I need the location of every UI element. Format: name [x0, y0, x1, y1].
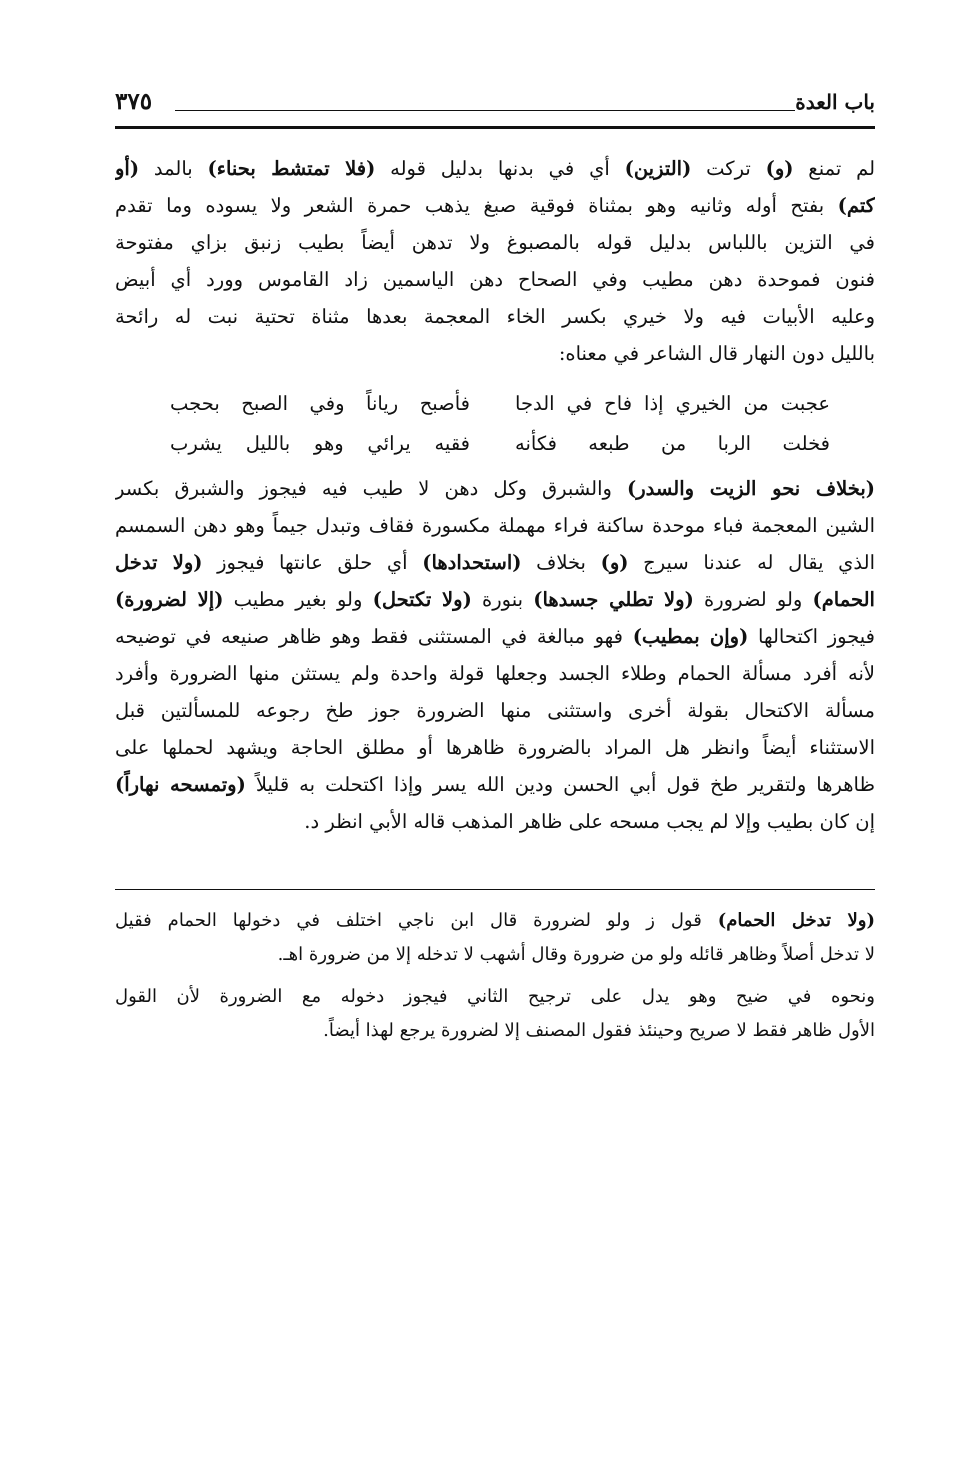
- paragraph-2: [115, 470, 875, 840]
- text-run: إن كان بطيب وإلا لم يجب مسحه على ظاهر المذهب قاله الأبي انظر د.: [304, 810, 875, 833]
- text-run: فهو مبالغة في المستثنى فقط وهو ظاهر صنيعه في توضيحه: [115, 625, 633, 648]
- text-line: [115, 150, 875, 187]
- text-run: ولو بغير مطيب: [223, 588, 373, 611]
- text-line: [115, 618, 875, 655]
- text-run: الأول ظاهر فقط لا صريح وحينئذ فقول المصنف إلا لضرورة يرجع لهذا أيضاً.: [323, 1020, 875, 1041]
- text-line: [115, 224, 875, 261]
- text-run: أي حلق عانتها فيجوز: [202, 551, 423, 574]
- text-run: بنورة: [471, 588, 534, 611]
- text-run: ونحوه في ضيح وهو يدل على ترجيح الثاني فيجوز دخوله مع الضرورة لأن القول: [115, 986, 875, 1007]
- footnotes: [115, 904, 875, 1048]
- bold-phrase: (و): [600, 551, 629, 574]
- bold-phrase: (إلا لضرورة): [115, 588, 224, 611]
- text-run: فنون فموحدة دهن مطيب وفي الصحاح دهن الياسمين زاد القاموس وورد أي أبيض: [115, 268, 875, 291]
- bold-phrase: (و): [765, 157, 794, 180]
- bold-phrase: (ولا تدخل الحمام): [717, 910, 875, 931]
- text-run: لا تدخل أصلاً وظاهر قائله ولو من ضرورة وقال أشهب لا تدخله إلا من ضرورة اهـ.: [277, 944, 875, 965]
- chapter-title: باب العدة: [795, 90, 875, 114]
- bold-phrase: (أو: [115, 157, 140, 180]
- text-run: أي في بدنها بدليل قوله: [375, 157, 625, 180]
- text-line: [115, 904, 875, 938]
- text-run: في التزين باللباس بدليل قوله بالمصبوغ ولا تدهن أيضاً بطيب زنبق بزاي مفتوحة: [115, 231, 875, 254]
- verse-first-hemistich: فخلت الربا من طبعه فكأنه: [515, 432, 830, 455]
- verse-first-hemistich: عجبت من الخيري إذا فاح في الدجا: [515, 392, 830, 415]
- running-header: [115, 88, 875, 120]
- text-line: [115, 470, 875, 507]
- text-run: الاستثناء أيضاً وانظر هل المراد بالضرورة ظاهرها أو مطلق الحاجة ويشهد لحملها على: [115, 736, 875, 759]
- header-dash-line: [175, 110, 795, 111]
- text-line: [115, 298, 875, 335]
- bold-phrase: (ولا تدخل: [115, 551, 203, 574]
- bold-phrase: (ولا تكتحل): [372, 588, 472, 611]
- bold-phrase: (فلا تمتشط بحناء): [207, 157, 376, 180]
- footnote-2: [115, 980, 875, 1048]
- footnote-rule: [115, 889, 875, 890]
- text-run: ظاهرها ولتقرير طخ قول أبي الحسن ودين الله يسر وإذا اكتحلت به قليلاً: [245, 773, 875, 796]
- text-run: ولو لضرورة: [693, 588, 813, 611]
- poem-verse: [115, 424, 875, 464]
- bold-phrase: (استحدادها): [422, 551, 522, 574]
- verse-second-hemistich: فأصبح رياناً وفي الصبح بحجب: [170, 392, 470, 415]
- text-line: [115, 655, 875, 692]
- poem: [115, 380, 875, 464]
- bold-phrase: كتم): [837, 194, 875, 217]
- text-line: [115, 1014, 875, 1048]
- text-run: لم تمنع: [793, 157, 875, 180]
- text-run: الشين المعجمة فباء موحدة ساكنة فراء مهملة مكسورة فقاف وتبدل جيماً وهو دهن السمسم: [115, 514, 875, 537]
- verse-second-hemistich: فقيه يرائي وهو بالليل يشرب: [170, 432, 470, 455]
- text-line: [115, 187, 875, 224]
- text-run: فيجوز اكتحالها: [748, 625, 875, 648]
- text-run: بفتح أوله وثانيه وهو بمثناة فوقية صبغ يذهب حمرة الشعر ولا يسوده وما تقدم: [115, 194, 838, 217]
- text-run: بالمد: [139, 157, 208, 180]
- bold-phrase: (بخلاف نحو الزيت والسدر): [627, 477, 875, 500]
- text-run: والشبرق وكل دهن لا طيب فيه فيجوز والشبرق بكسر: [115, 477, 627, 500]
- text-run: بالليل دون النهار قال الشاعر في معناه:: [558, 342, 875, 365]
- text-run: تركت: [691, 157, 766, 180]
- text-line: [115, 581, 875, 618]
- text-line: [115, 980, 875, 1014]
- bold-phrase: (وتمسحه نهاراً): [115, 773, 246, 796]
- footnote-1: [115, 904, 875, 972]
- text-line: [115, 803, 875, 840]
- text-line: [115, 261, 875, 298]
- text-run: مسألة الاكتحال بقولة أخرى واستثنى منها الضرورة جوز طخ رجوعه للمسألتين قبل: [115, 699, 875, 722]
- text-run: قول ز ولو لضرورة قال ابن ناجي اختلف في دخولها الحمام فقيل: [115, 910, 718, 931]
- header-rule: [115, 126, 875, 129]
- text-run: وعليه الأبيات فيه ولا خيري بكسر الخاء المعجمة بعدها مثناة تحتية نبت له رائحة: [115, 305, 875, 328]
- text-run: لأنه أفرد مسألة الحمام وطلاء الجسد وجعلها قولة واحدة ولم يستثن منها الضرورة وأفرد: [115, 662, 875, 685]
- page-number: ٣٧٥: [115, 88, 153, 115]
- text-line: [115, 335, 875, 372]
- text-line: [115, 938, 875, 972]
- text-run: الذي يقال له عندنا سيرج: [628, 551, 875, 574]
- text-line: [115, 729, 875, 766]
- bold-phrase: (التزين): [624, 157, 692, 180]
- paragraph-1: [115, 150, 875, 372]
- main-text: [115, 150, 875, 840]
- bold-phrase: (وإن بمطيب): [632, 625, 749, 648]
- poem-verse: [115, 384, 875, 424]
- text-line: [115, 507, 875, 544]
- text-run: بخلاف: [521, 551, 601, 574]
- text-line: [115, 544, 875, 581]
- bold-phrase: الحمام): [812, 588, 875, 611]
- text-line: [115, 692, 875, 729]
- bold-phrase: (ولا تطلي جسدها): [533, 588, 694, 611]
- text-line: [115, 766, 875, 803]
